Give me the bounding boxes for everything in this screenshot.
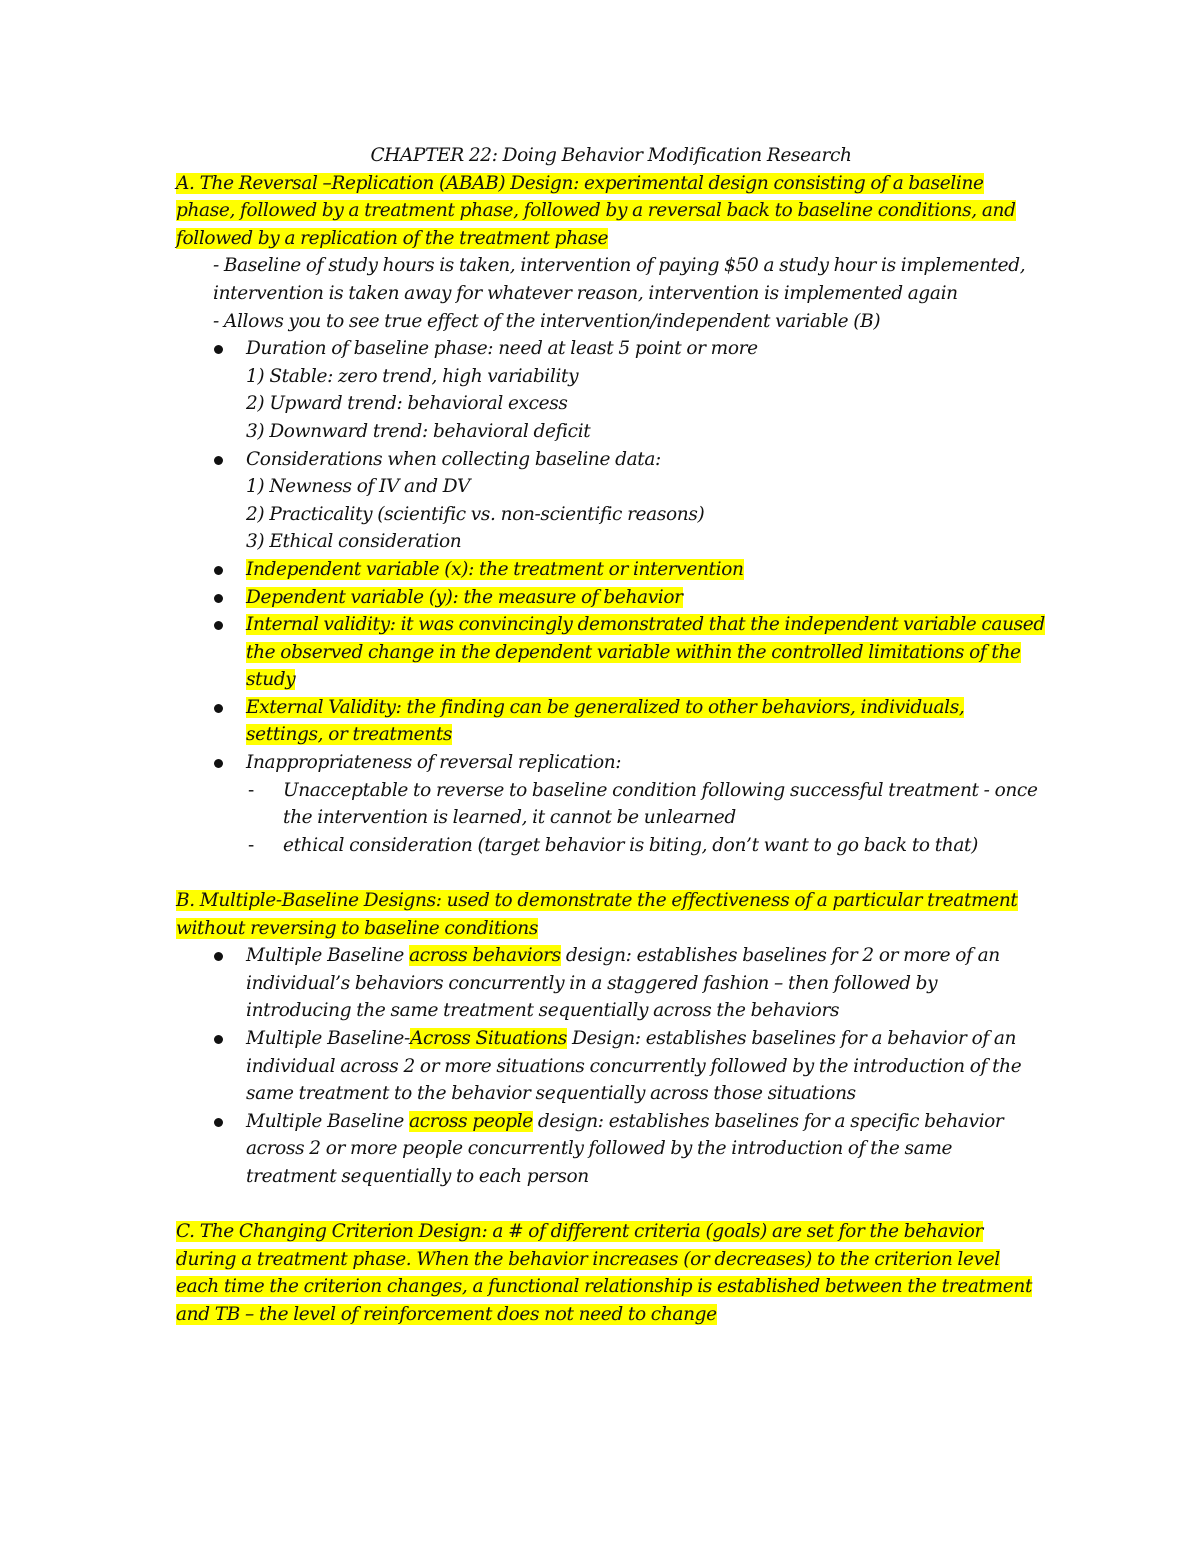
bullet-text: Considerations when collecting baseline data: — [246, 448, 661, 470]
bullet-item — [176, 1025, 1046, 1108]
bullet-item — [176, 942, 1046, 1025]
bullet-text: Design: establishes baselines for a behavior of an individual across 2 or more situations concurrently followed by the introduction of the same treatment to the behavior sequentially across those situations — [246, 1028, 1022, 1105]
highlighted-phrase: Across Situations — [409, 1028, 567, 1049]
section-c-heading-text: C. The Changing Criterion Design: a # of different criteria (goals) are set for the behavior during a treatment phase. When the behavior increases (or decreases) to the criterion level each time the criterion changes, a functional relationship is established between the treatment and TB – the level of reinforcement does not need to change — [176, 1221, 1033, 1325]
bullet-text-highlighted: Independent variable (x): the treatment or intervention — [246, 558, 744, 580]
spacer — [176, 859, 1046, 887]
bullet-item — [176, 611, 1046, 694]
section-c-heading — [176, 1218, 1046, 1328]
dash-item: - Unacceptable to reverse to baseline condition following successful treatment - once the intervention is learned, it cannot be unlearned — [176, 777, 1046, 832]
bullet-text-highlighted: External Validity: the finding can be generalized to other behaviors, individuals, settings, or treatments — [246, 696, 965, 746]
section-a-bullet-list — [176, 556, 1046, 777]
section-a-bullet-list — [176, 335, 1046, 363]
document-page — [176, 142, 1046, 1329]
section-a-heading — [176, 170, 1046, 253]
bullet-item — [176, 1108, 1046, 1191]
numbered-item: 2) Practicality (scientific vs. non-scientific reasons) — [246, 503, 705, 525]
dash-item: - ethical consideration (target behavior is biting, don’t want to go back to that) — [176, 832, 1046, 860]
numbered-item: 3) Ethical consideration — [246, 531, 462, 553]
highlighted-phrase: across behaviors — [409, 945, 561, 967]
bullet-text-highlighted: Dependent variable (y): the measure of behavior — [246, 586, 683, 608]
bullet-item — [176, 749, 1046, 777]
bullet-text: Multiple Baseline — [246, 1110, 410, 1132]
section-b-heading — [176, 887, 1046, 942]
numbered-item: 2) Upward trend: behavioral excess — [246, 393, 568, 415]
section-b-bullet-list — [176, 942, 1046, 1190]
bullet-text: design: establishes baselines for 2 or more of an individual’s behaviors concurrently in a staggered fashion – then followed by introducing the same treatment sequentially across the behaviors — [246, 945, 1000, 1022]
bullet-item — [176, 584, 1046, 612]
bullet-text: Multiple Baseline- — [246, 1028, 410, 1049]
spacer — [176, 1191, 1046, 1219]
dash-list — [176, 777, 1046, 860]
section-a-bullet-list — [176, 446, 1046, 474]
bullet-text: Multiple Baseline — [246, 945, 410, 967]
section-a-note: - Allows you to see true effect of the intervention/independent variable (B) — [213, 310, 881, 332]
bullet-text-highlighted: Internal validity: it was convincingly demonstrated that the independent variable caused the observed change in the dependent variable within the controlled limitations of the study — [246, 614, 1045, 691]
highlighted-phrase: across people — [409, 1110, 533, 1132]
bullet-item — [176, 694, 1046, 749]
numbered-item: 1) Stable: zero trend, high variability — [246, 365, 579, 387]
page-title: CHAPTER 22: Doing Behavior Modification Research — [370, 145, 852, 166]
section-a-note: - Baseline of study hours is taken, intervention of paying $50 a study hour is implemented, intervention is taken away for whatever reason, intervention is implemented again — [213, 255, 1026, 304]
bullet-text: design: establishes baselines for a specific behavior across 2 or more people concurrently followed by the introduction of the same treatment sequentially to each person — [246, 1110, 1004, 1187]
section-b-heading-text: B. Multiple-Baseline Designs: used to demonstrate the effectiveness of a particular treatment without reversing to baseline conditions — [176, 890, 1018, 939]
numbered-item: 1) Newness of IV and DV — [246, 476, 470, 498]
numbered-item: 3) Downward trend: behavioral deficit — [246, 420, 591, 442]
bullet-item — [176, 556, 1046, 584]
bullet-item — [176, 335, 1046, 363]
bullet-item — [176, 446, 1046, 474]
section-a-heading-text: A. The Reversal –Replication (ABAB) Design: experimental design consisting of a baseline phase, followed by a treatment phase, followed by a reversal back to baseline conditions, and followed by a replication of the treatment phase — [176, 172, 1016, 249]
bullet-text: Duration of baseline phase: need at least 5 point or more — [246, 338, 758, 360]
bullet-text: Inappropriateness of reversal replication: — [246, 752, 622, 774]
